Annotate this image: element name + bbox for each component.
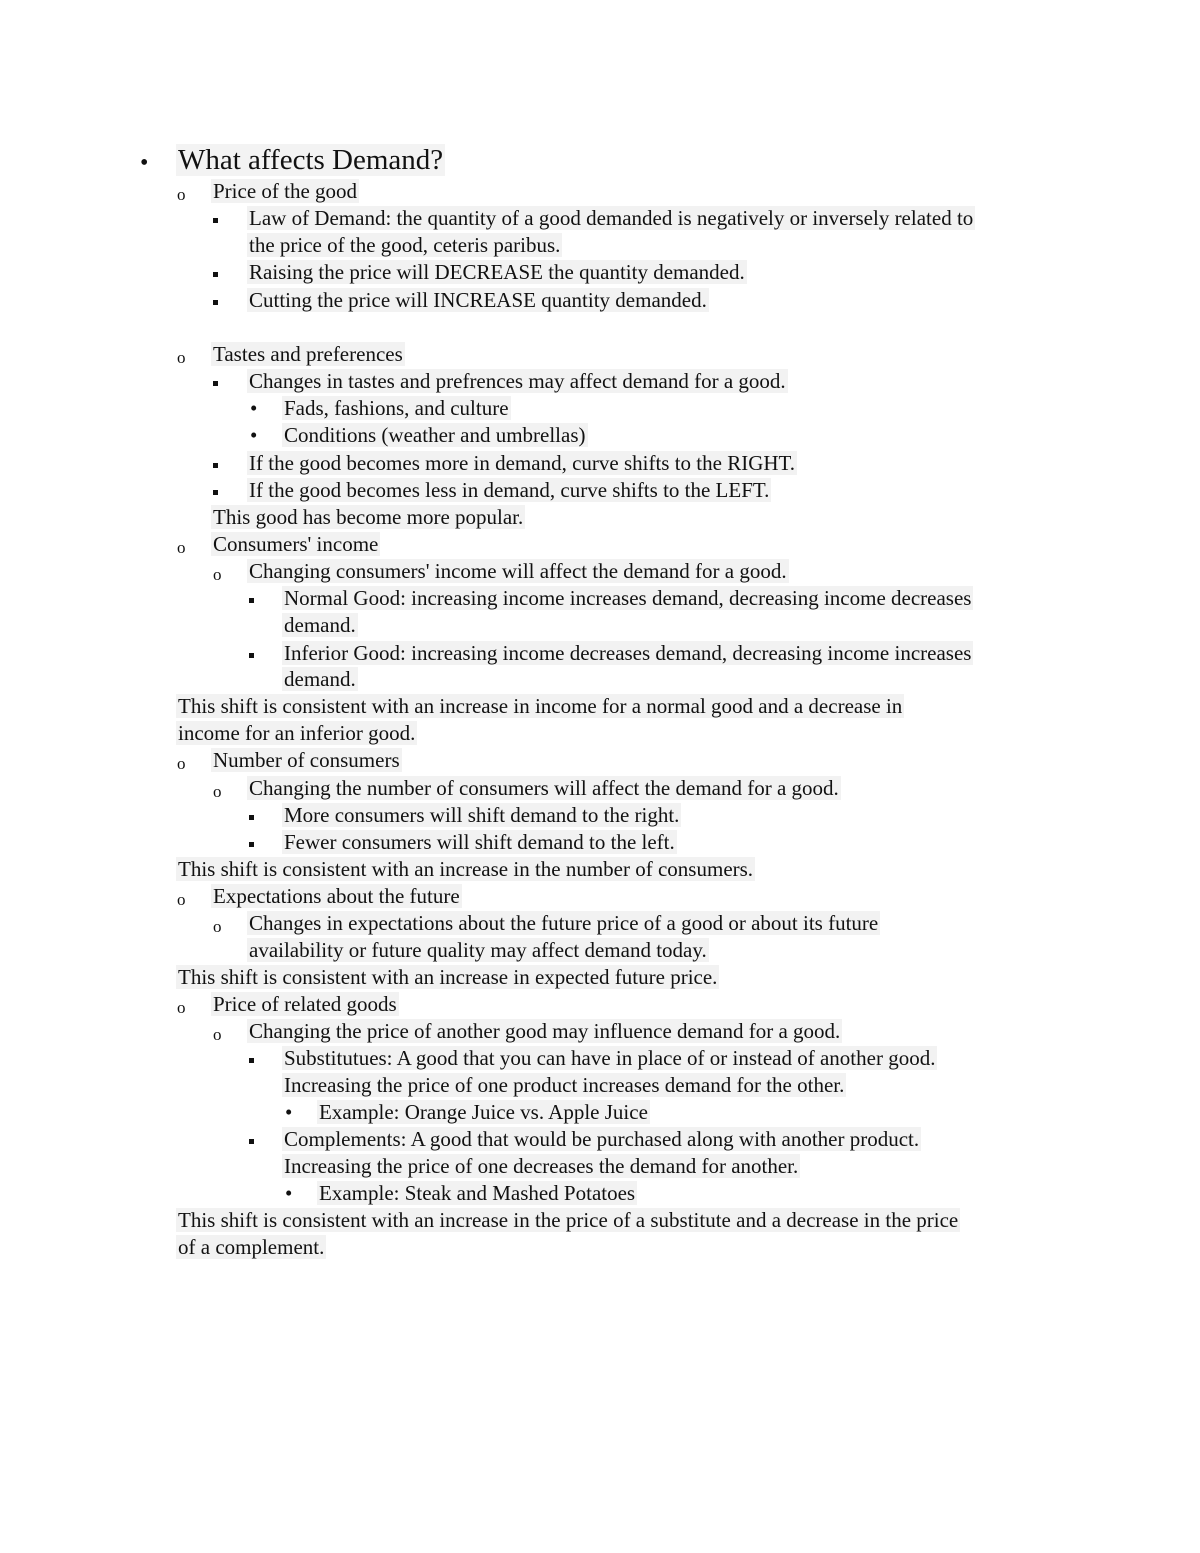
- text-line: Example: Orange Juice vs. Apple Juice: [319, 1100, 648, 1124]
- bullet-square-icon: [249, 640, 254, 667]
- text-line: of a complement.: [178, 1235, 325, 1259]
- text-line: Changes in expectations about the future price of a good or about its future: [249, 911, 879, 935]
- bullet-circle-icon: [213, 560, 222, 588]
- heading-expectations: Expectations about the future: [213, 884, 460, 908]
- text-line: Substitutues: A good that you can have in place of or instead of another good.: [284, 1046, 936, 1070]
- bullet-circle-icon: [213, 777, 222, 805]
- bullet-square-icon: [213, 477, 218, 504]
- text-line: Normal Good: increasing income increases demand, decreasing income decreases: [284, 586, 972, 610]
- bullet-square-icon: [249, 1126, 254, 1153]
- bullet-square-icon: [249, 829, 254, 856]
- text-line: Inferior Good: increasing income decreases demand, decreasing income increases: [284, 641, 972, 665]
- bullet-square-icon: [249, 1045, 254, 1072]
- text-line: income for an inferior good.: [178, 721, 416, 745]
- text-line: demand.: [284, 667, 356, 691]
- heading-price-of-good: Price of the good: [213, 179, 358, 203]
- bullet-circle-icon: [213, 1020, 222, 1048]
- heading-tastes: Tastes and preferences: [213, 342, 403, 366]
- bullet-square-icon: [249, 802, 254, 829]
- bullet-square-icon: [213, 287, 218, 314]
- text-line: Law of Demand: the quantity of a good demanded is negatively or inversely related to: [249, 206, 974, 230]
- text-line: Changes in tastes and prefrences may affect demand for a good.: [249, 369, 786, 393]
- heading-number-consumers: Number of consumers: [213, 748, 400, 772]
- bullet-circle-icon: [177, 343, 186, 371]
- bullet-dot-icon: [250, 422, 257, 449]
- bullet-square-icon: [213, 450, 218, 477]
- text-line: This shift is consistent with an increase in income for a normal good and a decrease in: [178, 694, 903, 718]
- text-line: If the good becomes more in demand, curve shifts to the RIGHT.: [249, 451, 796, 475]
- text-line: If the good becomes less in demand, curve shifts to the LEFT.: [249, 478, 770, 502]
- text-line: This good has become more popular.: [213, 505, 524, 529]
- heading-related-goods: Price of related goods: [213, 992, 397, 1016]
- text-line: Changing consumers' income will affect the demand for a good.: [249, 559, 787, 583]
- bullet-dot-icon: [285, 1180, 292, 1207]
- text-line: This shift is consistent with an increase in the price of a substitute and a decrease in the price: [178, 1208, 959, 1232]
- bullet-square-icon: [213, 259, 218, 286]
- text-line: This shift is consistent with an increase in the number of consumers.: [178, 857, 754, 881]
- text-line: Raising the price will DECREASE the quantity demanded.: [249, 260, 745, 284]
- bullet-square-icon: [213, 205, 218, 232]
- text-line: Complements: A good that would be purchased along with another product.: [284, 1127, 920, 1151]
- text-line: Conditions (weather and umbrellas): [284, 423, 586, 447]
- bullet-dot-icon: [285, 1099, 292, 1126]
- document-title: What affects Demand?: [178, 144, 444, 176]
- text-line: Example: Steak and Mashed Potatoes: [319, 1181, 636, 1205]
- bullet-square-icon: [249, 585, 254, 612]
- heading-income: Consumers' income: [213, 532, 379, 556]
- text-line: demand.: [284, 613, 356, 637]
- text-line: This shift is consistent with an increase in expected future price.: [178, 965, 718, 989]
- text-line: the price of the good, ceteris paribus.: [249, 233, 561, 257]
- bullet-dot-icon: [250, 395, 257, 422]
- text-line: availability or future quality may affect demand today.: [249, 938, 707, 962]
- bullet-circle-icon: [177, 993, 186, 1021]
- text-line: Changing the number of consumers will affect the demand for a good.: [249, 776, 839, 800]
- bullet-circle-icon: [177, 533, 186, 561]
- bullet-square-icon: [213, 368, 218, 395]
- text-line: More consumers will shift demand to the right.: [284, 803, 680, 827]
- bullet-circle-icon: [177, 885, 186, 913]
- text-line: Increasing the price of one product increases demand for the other.: [284, 1073, 845, 1097]
- text-line: Fads, fashions, and culture: [284, 396, 509, 420]
- text-line: Fewer consumers will shift demand to the left.: [284, 830, 675, 854]
- text-line: Cutting the price will INCREASE quantity demanded.: [249, 288, 707, 312]
- bullet-circle-icon: [177, 749, 186, 777]
- text-line: Changing the price of another good may influence demand for a good.: [249, 1019, 841, 1043]
- text-line: Increasing the price of one decreases the demand for another.: [284, 1154, 799, 1178]
- bullet-circle-icon: [177, 180, 186, 208]
- bullet-dot-icon: [140, 148, 148, 178]
- bullet-circle-icon: [213, 912, 222, 940]
